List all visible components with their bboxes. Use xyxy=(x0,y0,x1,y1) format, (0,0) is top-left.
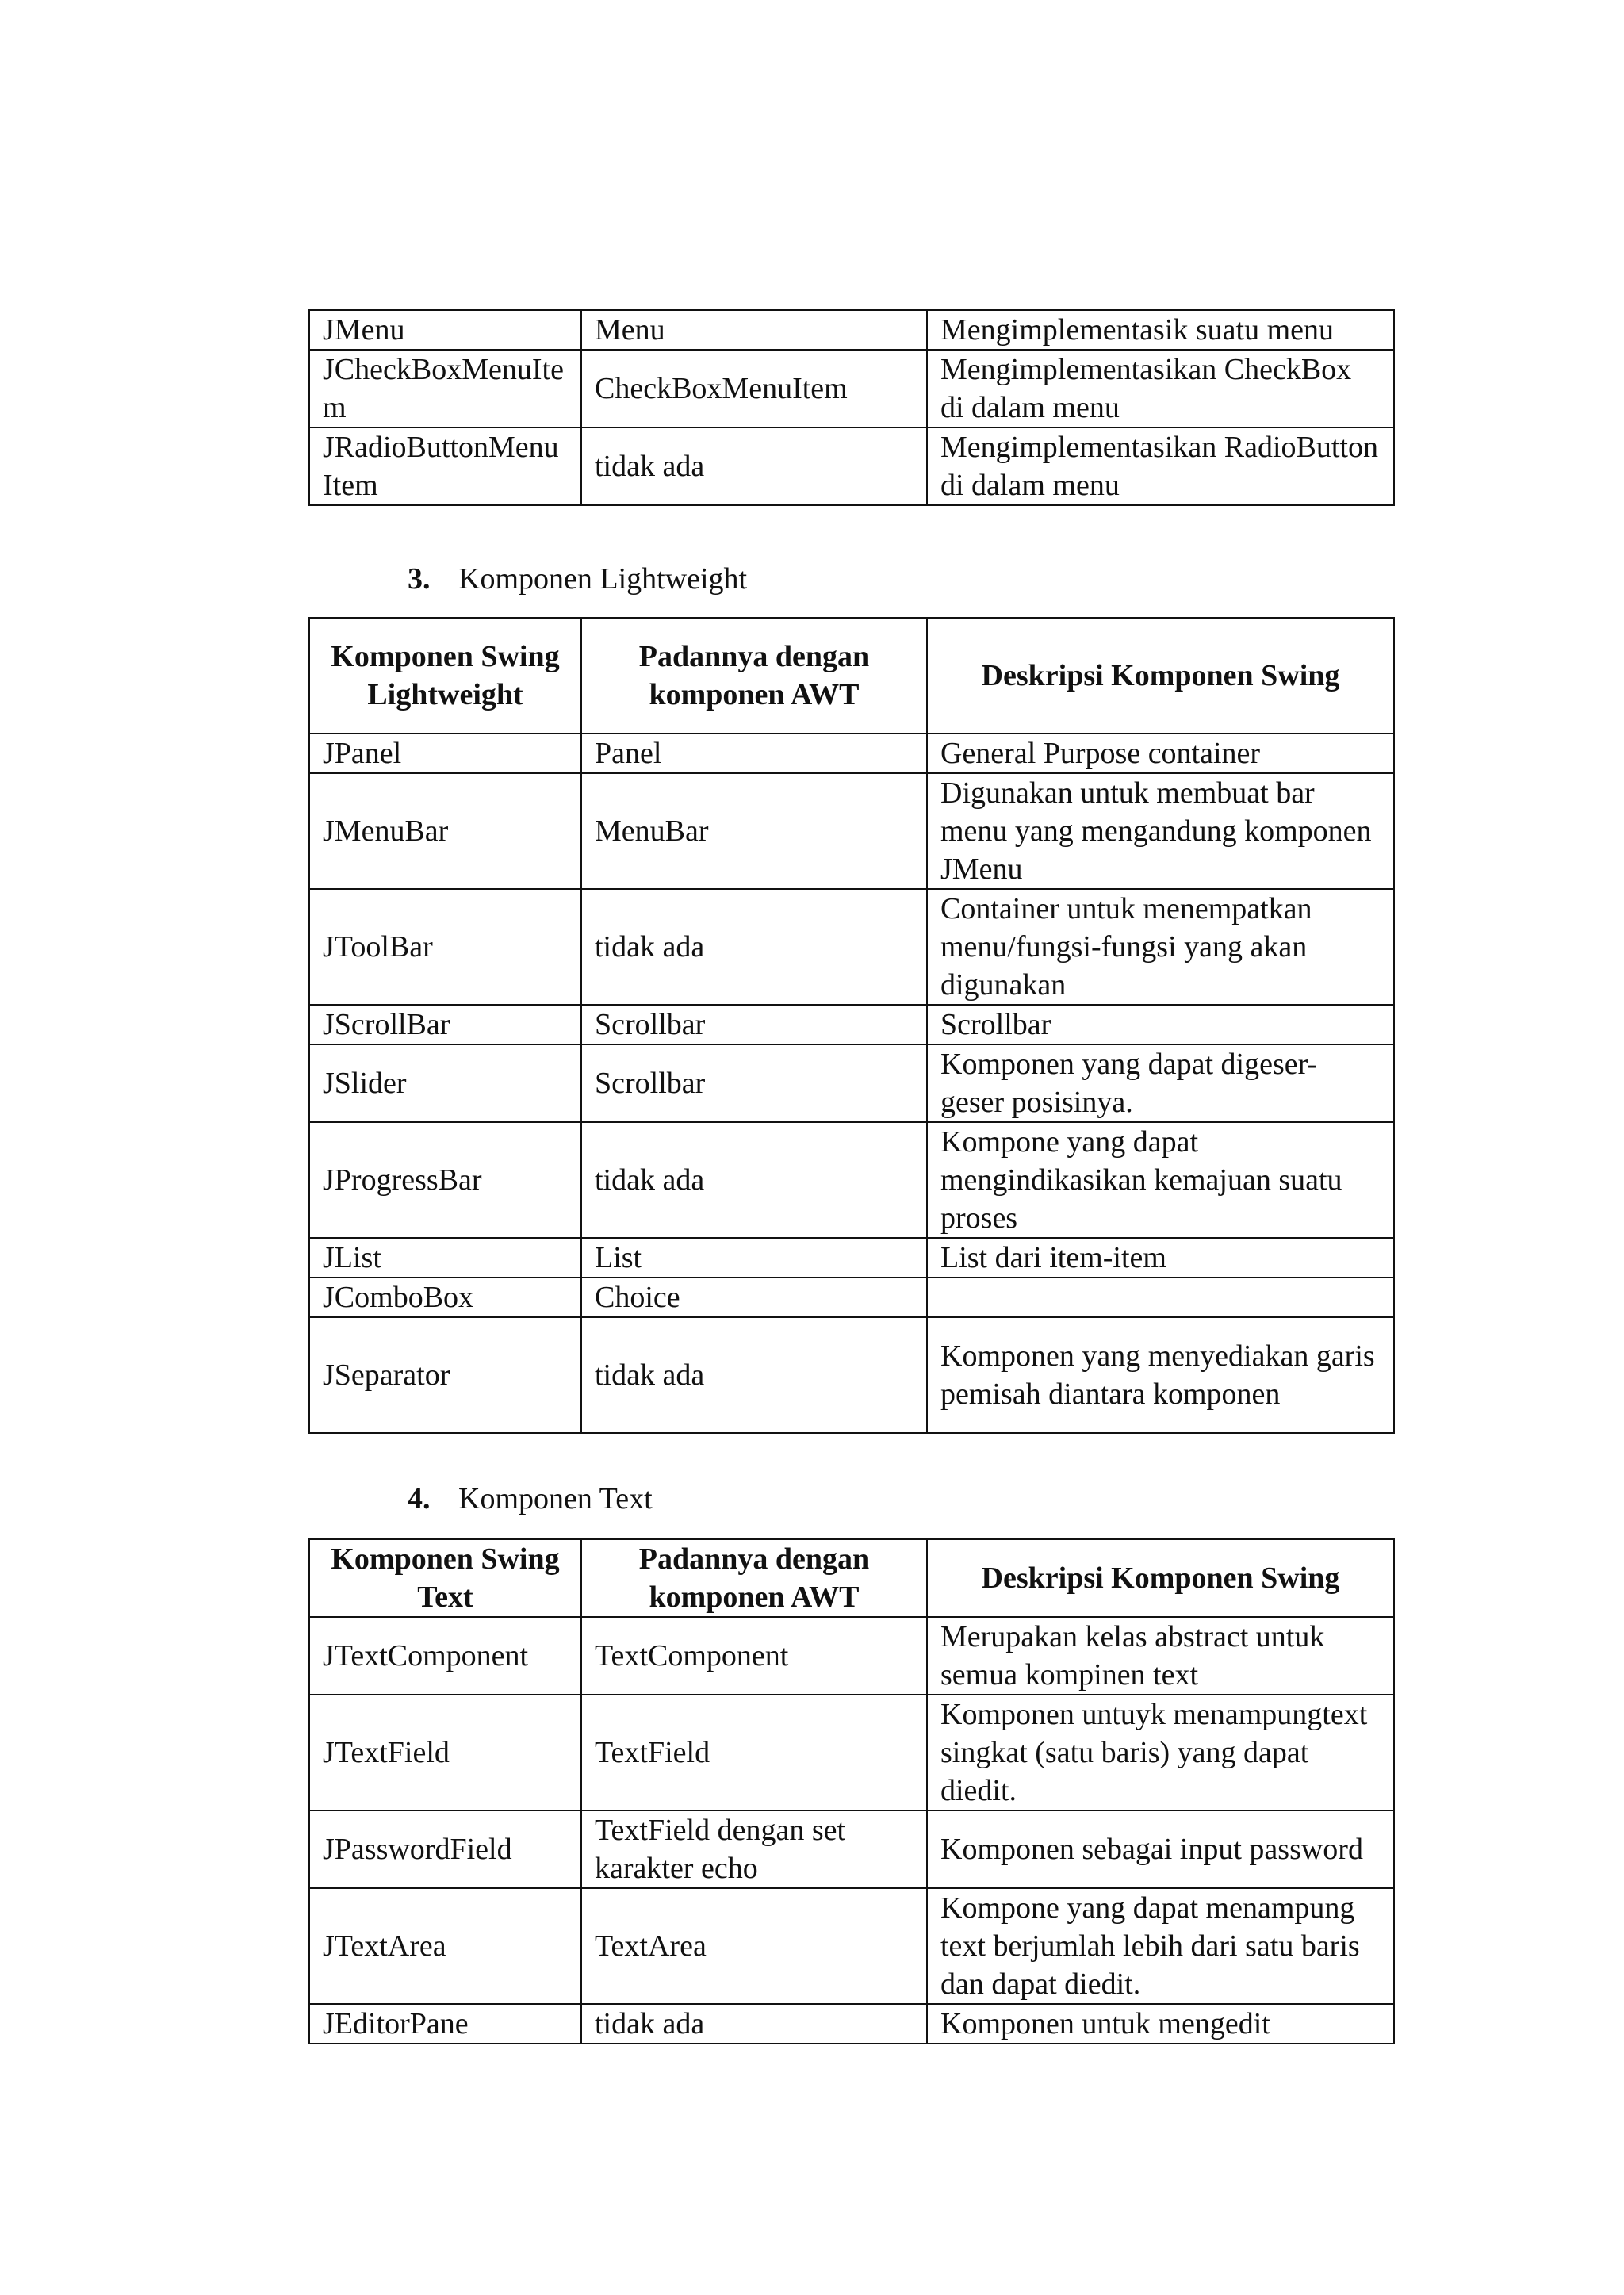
table-row xyxy=(309,427,1394,505)
column-header-swing-component: Komponen Swing Lightweight xyxy=(309,618,581,734)
description-cell: Scrollbar xyxy=(927,1005,1394,1044)
swing-component-cell: JMenuBar xyxy=(309,773,581,889)
awt-counterpart-cell: TextField xyxy=(581,1695,927,1810)
table-row xyxy=(309,350,1394,427)
column-header-awt-counterpart: Padannya dengan komponen AWT xyxy=(581,618,927,734)
text-components-table xyxy=(308,1538,1395,2044)
awt-counterpart-cell: Menu xyxy=(581,310,927,350)
table-row xyxy=(309,1044,1394,1122)
swing-component-cell: JSeparator xyxy=(309,1317,581,1433)
swing-component-cell: JToolBar xyxy=(309,889,581,1005)
swing-component-cell: JTextField xyxy=(309,1695,581,1810)
swing-component-cell: JComboBox xyxy=(309,1278,581,1317)
awt-counterpart-cell: tidak ada xyxy=(581,1122,927,1238)
awt-counterpart-cell: MenuBar xyxy=(581,773,927,889)
section-title: Komponen Lightweight xyxy=(458,562,748,596)
table-row xyxy=(309,773,1394,889)
swing-component-cell: JPasswordField xyxy=(309,1810,581,1888)
column-header-description: Deskripsi Komponen Swing xyxy=(927,1539,1394,1617)
description-cell: Komponen yang menyediakan garis pemisah diantara komponen xyxy=(927,1317,1394,1433)
column-header-description: Deskripsi Komponen Swing xyxy=(927,618,1394,734)
description-cell: Digunakan untuk membuat bar menu yang mengandung komponen JMenu xyxy=(927,773,1394,889)
swing-component-cell: JSlider xyxy=(309,1044,581,1122)
table-row xyxy=(309,889,1394,1005)
awt-counterpart-cell: tidak ada xyxy=(581,1317,927,1433)
description-cell: Komponen untuyk menampungtext singkat (satu baris) yang dapat diedit. xyxy=(927,1695,1394,1810)
table-row xyxy=(309,1888,1394,2004)
awt-counterpart-cell: Choice xyxy=(581,1278,927,1317)
table-header-row xyxy=(309,618,1394,734)
table-row xyxy=(309,2004,1394,2044)
table-row xyxy=(309,1005,1394,1044)
section-number: 4. xyxy=(408,1482,431,1515)
table-row xyxy=(309,1238,1394,1278)
awt-counterpart-cell: TextArea xyxy=(581,1888,927,2004)
description-cell: Kompone yang dapat mengindikasikan kemajuan suatu proses xyxy=(927,1122,1394,1238)
section-title: Komponen Text xyxy=(458,1482,653,1515)
swing-component-cell: JEditorPane xyxy=(309,2004,581,2044)
lightweight-components-table xyxy=(308,617,1395,1434)
awt-counterpart-cell: Panel xyxy=(581,734,927,773)
column-header-swing-component: Komponen Swing Text xyxy=(309,1539,581,1617)
description-cell: General Purpose container xyxy=(927,734,1394,773)
description-cell: Komponen untuk mengedit xyxy=(927,2004,1394,2044)
awt-counterpart-cell: List xyxy=(581,1238,927,1278)
description-cell: Komponen yang dapat digeser-geser posisinya. xyxy=(927,1044,1394,1122)
awt-counterpart-cell: tidak ada xyxy=(581,2004,927,2044)
table-row xyxy=(309,734,1394,773)
description-cell: Container untuk menempatkan menu/fungsi-fungsi yang akan digunakan xyxy=(927,889,1394,1005)
description-cell: Mengimplementasikan CheckBox di dalam menu xyxy=(927,350,1394,427)
table-row xyxy=(309,1695,1394,1810)
description-cell: Merupakan kelas abstract untuk semua kompinen text xyxy=(927,1617,1394,1695)
awt-counterpart-cell: tidak ada xyxy=(581,889,927,1005)
table-row xyxy=(309,1810,1394,1888)
table-row xyxy=(309,1317,1394,1433)
swing-component-cell: JTextArea xyxy=(309,1888,581,2004)
section-heading-lightweight xyxy=(408,560,747,598)
description-cell: Kompone yang dapat menampung text berjumlah lebih dari satu baris dan dapat diedit. xyxy=(927,1888,1394,2004)
description-cell xyxy=(927,1278,1394,1317)
table-row xyxy=(309,310,1394,350)
description-cell: Komponen sebagai input password xyxy=(927,1810,1394,1888)
description-cell: List dari item-item xyxy=(927,1238,1394,1278)
swing-component-cell: JList xyxy=(309,1238,581,1278)
table-row xyxy=(309,1617,1394,1695)
description-cell: Mengimplementasik suatu menu xyxy=(927,310,1394,350)
awt-counterpart-cell: TextComponent xyxy=(581,1617,927,1695)
awt-counterpart-cell: Scrollbar xyxy=(581,1005,927,1044)
swing-component-cell: JTextComponent xyxy=(309,1617,581,1695)
swing-component-cell: JProgressBar xyxy=(309,1122,581,1238)
awt-counterpart-cell: TextField dengan set karakter echo xyxy=(581,1810,927,1888)
swing-component-cell: JPanel xyxy=(309,734,581,773)
description-cell: Mengimplementasikan RadioButton di dalam menu xyxy=(927,427,1394,505)
swing-component-cell: JScrollBar xyxy=(309,1005,581,1044)
swing-component-cell: JRadioButtonMenuItem xyxy=(309,427,581,505)
menu-components-table xyxy=(308,309,1395,506)
section-heading-text xyxy=(408,1480,653,1518)
awt-counterpart-cell: Scrollbar xyxy=(581,1044,927,1122)
swing-component-cell: JCheckBoxMenuItem xyxy=(309,350,581,427)
awt-counterpart-cell: CheckBoxMenuItem xyxy=(581,350,927,427)
table-row xyxy=(309,1122,1394,1238)
awt-counterpart-cell: tidak ada xyxy=(581,427,927,505)
column-header-awt-counterpart: Padannya dengan komponen AWT xyxy=(581,1539,927,1617)
swing-component-cell: JMenu xyxy=(309,310,581,350)
section-number: 3. xyxy=(408,562,431,596)
table-header-row xyxy=(309,1539,1394,1617)
table-row xyxy=(309,1278,1394,1317)
